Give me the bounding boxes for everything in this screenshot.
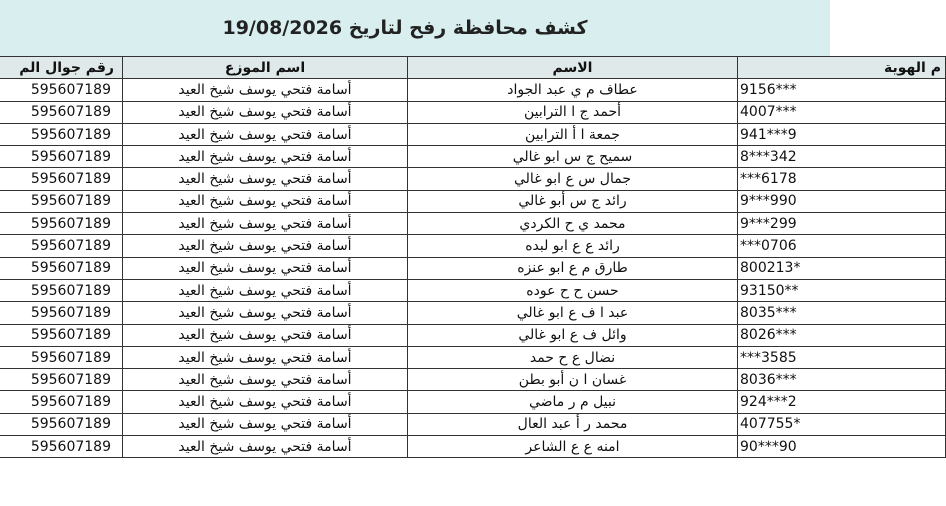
cell-mobile: 595607189: [0, 146, 123, 168]
table-row: [0, 391, 946, 413]
cell-name: محمد ي ح الكردي: [408, 213, 738, 235]
table-row: [0, 369, 946, 391]
cell-name: امنه ع ع الشاعر: [408, 436, 738, 458]
cell-distributor: أسامة فتحي يوسف شيخ العيد: [123, 369, 408, 391]
cell-name: أحمد ج ا الترابين: [408, 101, 738, 123]
cell-name: نضال ع ح حمد: [408, 346, 738, 368]
cell-id: 924***2: [738, 391, 946, 413]
cell-name: وائل ف ع ابو غالي: [408, 324, 738, 346]
cell-distributor: أسامة فتحي يوسف شيخ العيد: [123, 302, 408, 324]
cell-mobile: 595607189: [0, 168, 123, 190]
table-row: [0, 146, 946, 168]
cell-id: 90***90: [738, 436, 946, 458]
header-name: الاسم: [408, 57, 738, 79]
cell-id: 4007***: [738, 101, 946, 123]
cell-mobile: 595607189: [0, 391, 123, 413]
cell-name: غسان ا ن أبو بطن: [408, 369, 738, 391]
table-row: [0, 235, 946, 257]
cell-distributor: أسامة فتحي يوسف شيخ العيد: [123, 123, 408, 145]
table-row: [0, 101, 946, 123]
cell-id: ***0706: [738, 235, 946, 257]
cell-mobile: 595607189: [0, 346, 123, 368]
cell-name: نبيل م ر ماضي: [408, 391, 738, 413]
table-row: [0, 346, 946, 368]
header-row: [0, 57, 946, 79]
cell-distributor: أسامة فتحي يوسف شيخ العيد: [123, 79, 408, 101]
cell-id: ***6178: [738, 168, 946, 190]
table-row: [0, 257, 946, 279]
cell-mobile: 595607189: [0, 79, 123, 101]
cell-name: طارق م ع ابو عنزه: [408, 257, 738, 279]
cell-distributor: أسامة فتحي يوسف شيخ العيد: [123, 146, 408, 168]
cell-id: 9***299: [738, 213, 946, 235]
cell-id: 941***9: [738, 123, 946, 145]
cell-id: ***3585: [738, 346, 946, 368]
cell-distributor: أسامة فتحي يوسف شيخ العيد: [123, 346, 408, 368]
cell-name: محمد ر أ عبد العال: [408, 413, 738, 435]
cell-id: 93150**: [738, 279, 946, 301]
table-row: [0, 213, 946, 235]
cell-distributor: أسامة فتحي يوسف شيخ العيد: [123, 436, 408, 458]
table-row: [0, 436, 946, 458]
cell-mobile: 595607189: [0, 257, 123, 279]
table-row: [0, 79, 946, 101]
cell-name: سميح ج س ابو غالي: [408, 146, 738, 168]
cell-id: 8***342: [738, 146, 946, 168]
cell-id: 407755*: [738, 413, 946, 435]
cell-mobile: 595607189: [0, 213, 123, 235]
cell-mobile: 595607189: [0, 101, 123, 123]
cell-name: عطاف م ي عبد الجواد: [408, 79, 738, 101]
title-band: [0, 0, 830, 57]
cell-distributor: أسامة فتحي يوسف شيخ العيد: [123, 413, 408, 435]
cell-name: عبد ا ف ع ابو غالي: [408, 302, 738, 324]
cell-distributor: أسامة فتحي يوسف شيخ العيد: [123, 101, 408, 123]
cell-distributor: أسامة فتحي يوسف شيخ العيد: [123, 190, 408, 212]
table-row: [0, 302, 946, 324]
cell-name: رائد ع ع ابو لبده: [408, 235, 738, 257]
table-row: [0, 190, 946, 212]
cell-id: 800213*: [738, 257, 946, 279]
cell-name: حسن ح ح عوده: [408, 279, 738, 301]
cell-mobile: 595607189: [0, 413, 123, 435]
header-mobile: رقم جوال الم: [0, 57, 123, 79]
cell-name: رائد ج س أبو غالي: [408, 190, 738, 212]
cell-id: 8035***: [738, 302, 946, 324]
cell-id: 8026***: [738, 324, 946, 346]
table-row: [0, 413, 946, 435]
cell-id: 8036***: [738, 369, 946, 391]
cell-distributor: أسامة فتحي يوسف شيخ العيد: [123, 257, 408, 279]
sheet-title: كشف محافظة رفح لتاريخ 19/08/2026: [222, 17, 588, 39]
table-row: [0, 168, 946, 190]
cell-distributor: أسامة فتحي يوسف شيخ العيد: [123, 324, 408, 346]
cell-id: 9***990: [738, 190, 946, 212]
cell-name: جمعة ا أ الترابين: [408, 123, 738, 145]
header-id: م الهوية: [738, 57, 946, 79]
cell-mobile: 595607189: [0, 279, 123, 301]
cell-mobile: 595607189: [0, 324, 123, 346]
cell-mobile: 595607189: [0, 436, 123, 458]
cell-mobile: 595607189: [0, 369, 123, 391]
cell-mobile: 595607189: [0, 302, 123, 324]
cell-distributor: أسامة فتحي يوسف شيخ العيد: [123, 168, 408, 190]
cell-mobile: 595607189: [0, 235, 123, 257]
header-distributor: اسم الموزع: [123, 57, 408, 79]
cell-distributor: أسامة فتحي يوسف شيخ العيد: [123, 279, 408, 301]
cell-mobile: 595607189: [0, 123, 123, 145]
cell-id: 9156***: [738, 79, 946, 101]
table-row: [0, 123, 946, 145]
beneficiaries-table: [0, 56, 946, 458]
cell-name: جمال س ع ابو غالي: [408, 168, 738, 190]
cell-mobile: 595607189: [0, 190, 123, 212]
cell-distributor: أسامة فتحي يوسف شيخ العيد: [123, 391, 408, 413]
cell-distributor: أسامة فتحي يوسف شيخ العيد: [123, 235, 408, 257]
table-row: [0, 279, 946, 301]
table-row: [0, 324, 946, 346]
cell-distributor: أسامة فتحي يوسف شيخ العيد: [123, 213, 408, 235]
